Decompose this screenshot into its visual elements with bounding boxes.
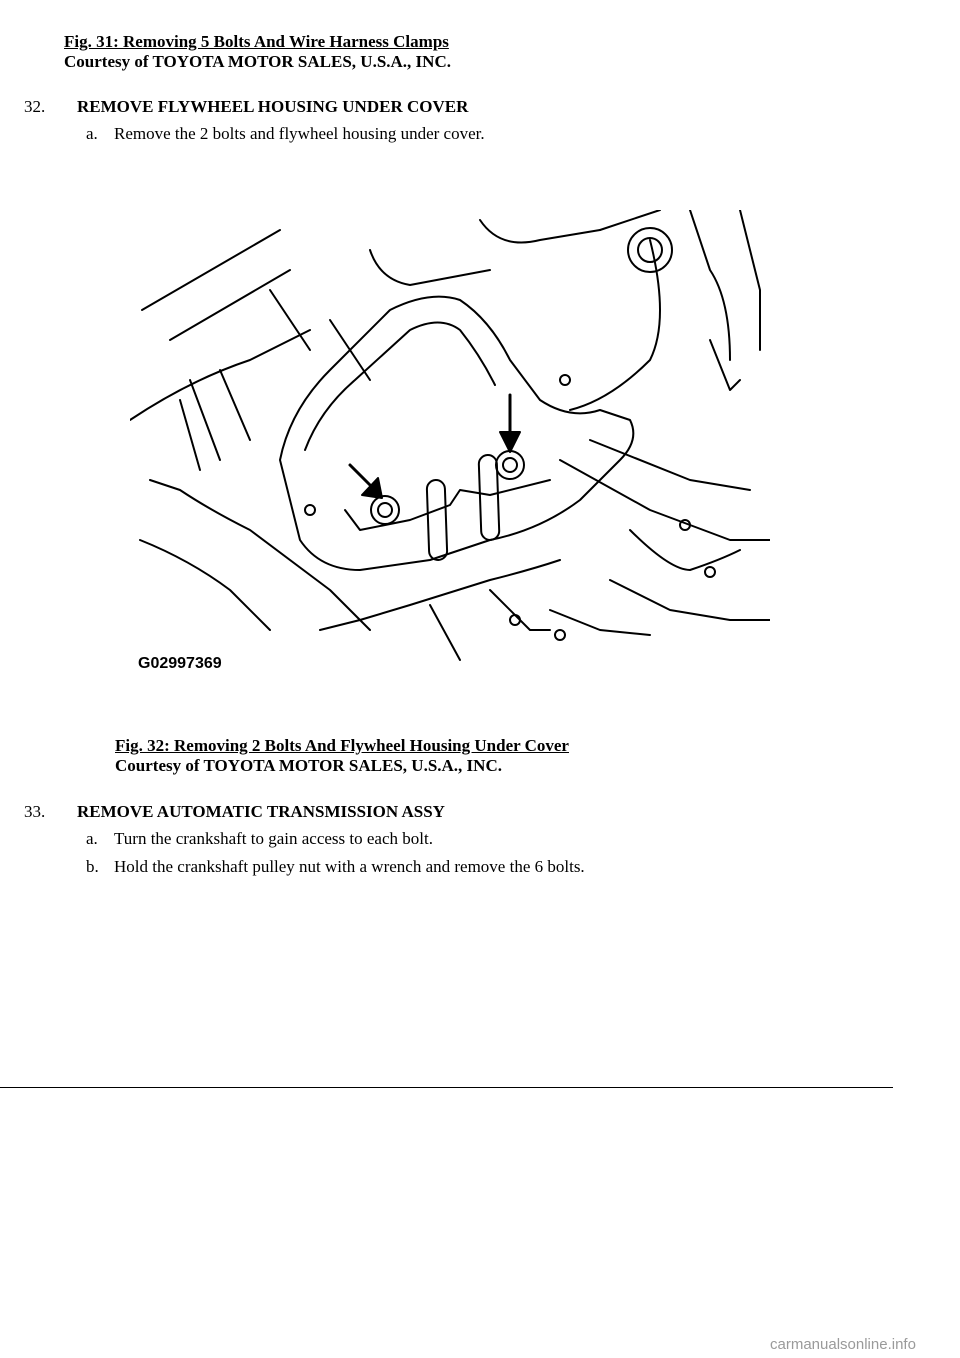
step33-substep-b-marker: b. (86, 857, 99, 876)
step32-substep-a-marker: a. (86, 124, 98, 143)
step32-title: REMOVE FLYWHEEL HOUSING UNDER COVER (77, 97, 469, 116)
fig32-image-code: G02997369 (138, 655, 222, 672)
fig31-courtesy: Courtesy of TOYOTA MOTOR SALES, U.S.A., INC. (64, 52, 451, 71)
step33-substep-a-text: Turn the crankshaft to gain access to each bolt. (114, 829, 433, 848)
step33-substep-b-text: Hold the crankshaft pulley nut with a wrench and remove the 6 bolts. (114, 857, 585, 876)
step32-substep-a-text: Remove the 2 bolts and flywheel housing under cover. (114, 124, 485, 143)
step33-substep-a-marker: a. (86, 829, 98, 848)
watermark-text: carmanualsonline.info (770, 1336, 916, 1353)
fig32-courtesy: Courtesy of TOYOTA MOTOR SALES, U.S.A., INC. (115, 756, 502, 775)
flywheel-housing-illustration (130, 210, 770, 680)
step33-title: REMOVE AUTOMATIC TRANSMISSION ASSY (77, 802, 445, 821)
page-bottom-rule (0, 1087, 893, 1088)
fig31-title: Fig. 31: Removing 5 Bolts And Wire Harness Clamps (64, 32, 449, 51)
step32-number: 32. (24, 97, 46, 116)
fig32-title: Fig. 32: Removing 2 Bolts And Flywheel Housing Under Cover (115, 736, 569, 755)
step33-number: 33. (24, 802, 46, 821)
